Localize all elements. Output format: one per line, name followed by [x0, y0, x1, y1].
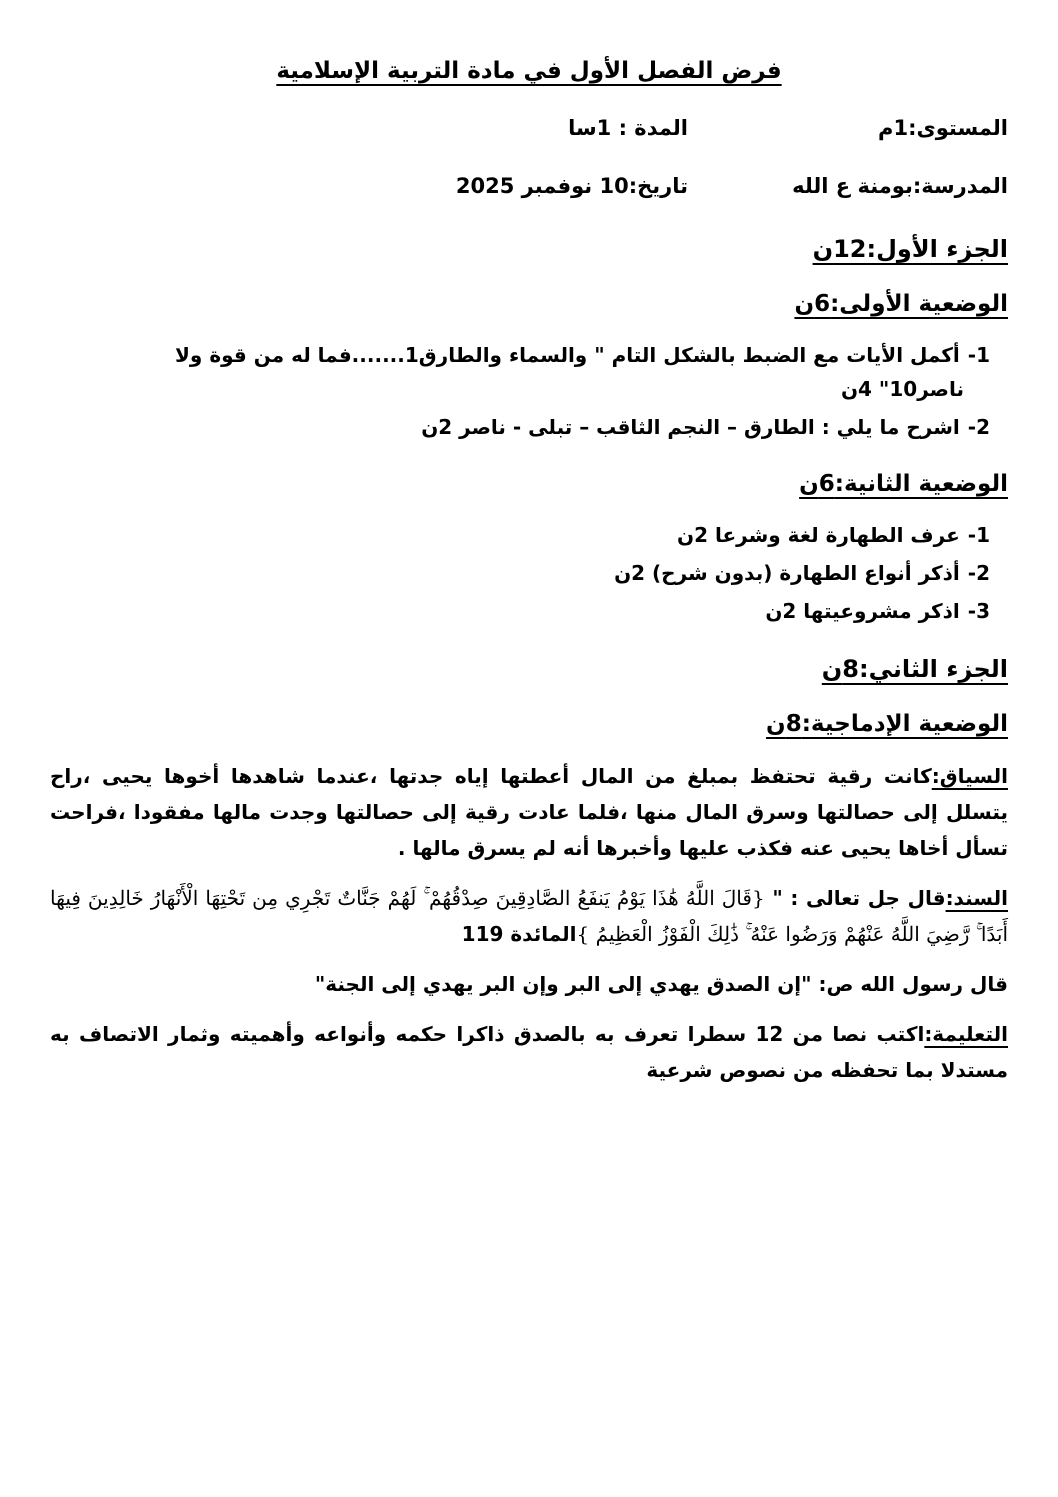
situation2-questions: [50, 518, 1008, 628]
situation1-questions: [50, 338, 1008, 444]
support-intro: قال جل تعالى : ": [764, 886, 946, 910]
level-label: المستوى:1م: [878, 116, 1008, 140]
question-number: 1-: [967, 523, 990, 547]
instruction-text: اكتب نصا من 12 سطرا تعرف به بالصدق ذاكرا حكمه وأنواعه وأهميته وثمار الاتصاف به مستدلا بما تحفظه من نصوص شرعية: [50, 1022, 1008, 1082]
context-label: السياق:: [931, 764, 1008, 788]
question-number: 2-: [967, 415, 990, 439]
context-text: كانت رقية تحتفظ بمبلغ من المال أعطتها إياه جدتها ،عندما شاهدها أخوها يحيى ،راح يتسلل إلى حصالتها وسرق المال منها ،فلما عادت رقية إلى حصالتها وجدت مالها مفقودا ،فراحت تسأل أخاها يحيى عنه فكذب عليها وأخبرها أنه لم يسرق مالها .: [50, 764, 1008, 860]
support-label: السند:: [945, 886, 1008, 910]
date-label: تاريخ:10 نوفمبر 2025: [455, 174, 688, 198]
part2-heading: الجزء الثاني:8ن: [821, 655, 1008, 683]
question-text: اذكر مشروعيتها 2ن: [765, 599, 960, 623]
school-label: المدرسة:بومنة ع الله: [792, 174, 1008, 198]
exam-page: [50, 48, 1008, 1102]
exam-title: فرض الفصل الأول في مادة التربية الإسلامية: [276, 58, 782, 84]
integration-heading: الوضعية الإدماجية:8ن: [766, 711, 1008, 737]
context-paragraph: [50, 758, 1008, 866]
instruction-label: التعليمة:: [924, 1022, 1008, 1046]
question-item: [50, 410, 990, 444]
info-row-school: [50, 172, 1008, 200]
question-item: [50, 338, 990, 406]
quran-verse: {قَالَ اللَّهُ هَٰذَا يَوْمُ يَنفَعُ الصَّادِقِينَ صِدْقُهُمْ ۚ لَهُمْ جَنَّاتٌ تَجْرِي مِن تَحْتِهَا الْأَنْهَارُ خَالِدِينَ فِيهَا أَبَدًا ۚ رَّضِيَ اللَّهُ عَنْهُمْ وَرَضُوا عَنْهُ ۚ ذَٰلِكَ الْفَوْزُ الْعَظِيمُ }: [50, 886, 1008, 946]
question-item: [50, 556, 990, 590]
question-number: 2-: [967, 561, 990, 585]
situation1-heading: الوضعية الأولى:6ن: [794, 291, 1008, 317]
duration-label: المدة : 1سا: [568, 116, 688, 140]
question-number: 1-: [967, 343, 990, 367]
verse-reference: المائدة 119: [461, 922, 577, 946]
question-text: أذكر أنواع الطهارة (بدون شرح) 2ن: [614, 561, 960, 585]
info-row-level: [50, 114, 1008, 142]
support-paragraph: [50, 880, 1008, 952]
question-text: عرف الطهارة لغة وشرعا 2ن: [677, 523, 960, 547]
situation2-heading: الوضعية الثانية:6ن: [799, 471, 1008, 497]
question-item: [50, 594, 990, 628]
question-item: [50, 518, 990, 552]
hadith-paragraph: قال رسول الله ص: "إن الصدق يهدي إلى البر وإن البر يهدي إلى الجنة": [314, 972, 1008, 996]
instruction-paragraph: [50, 1016, 1008, 1088]
question-text: أكمل الأيات مع الضبط بالشكل التام " والسماء والطارق1.......فما له من قوة ولا: [175, 343, 960, 367]
part1-heading: الجزء الأول:12ن: [812, 235, 1008, 263]
question-text: اشرح ما يلي : الطارق – النجم الثاقب – تبلى - ناصر 2ن: [421, 415, 960, 439]
question-number: 3-: [967, 599, 990, 623]
question-text-continued: ناصر10" 4ن: [840, 377, 964, 401]
